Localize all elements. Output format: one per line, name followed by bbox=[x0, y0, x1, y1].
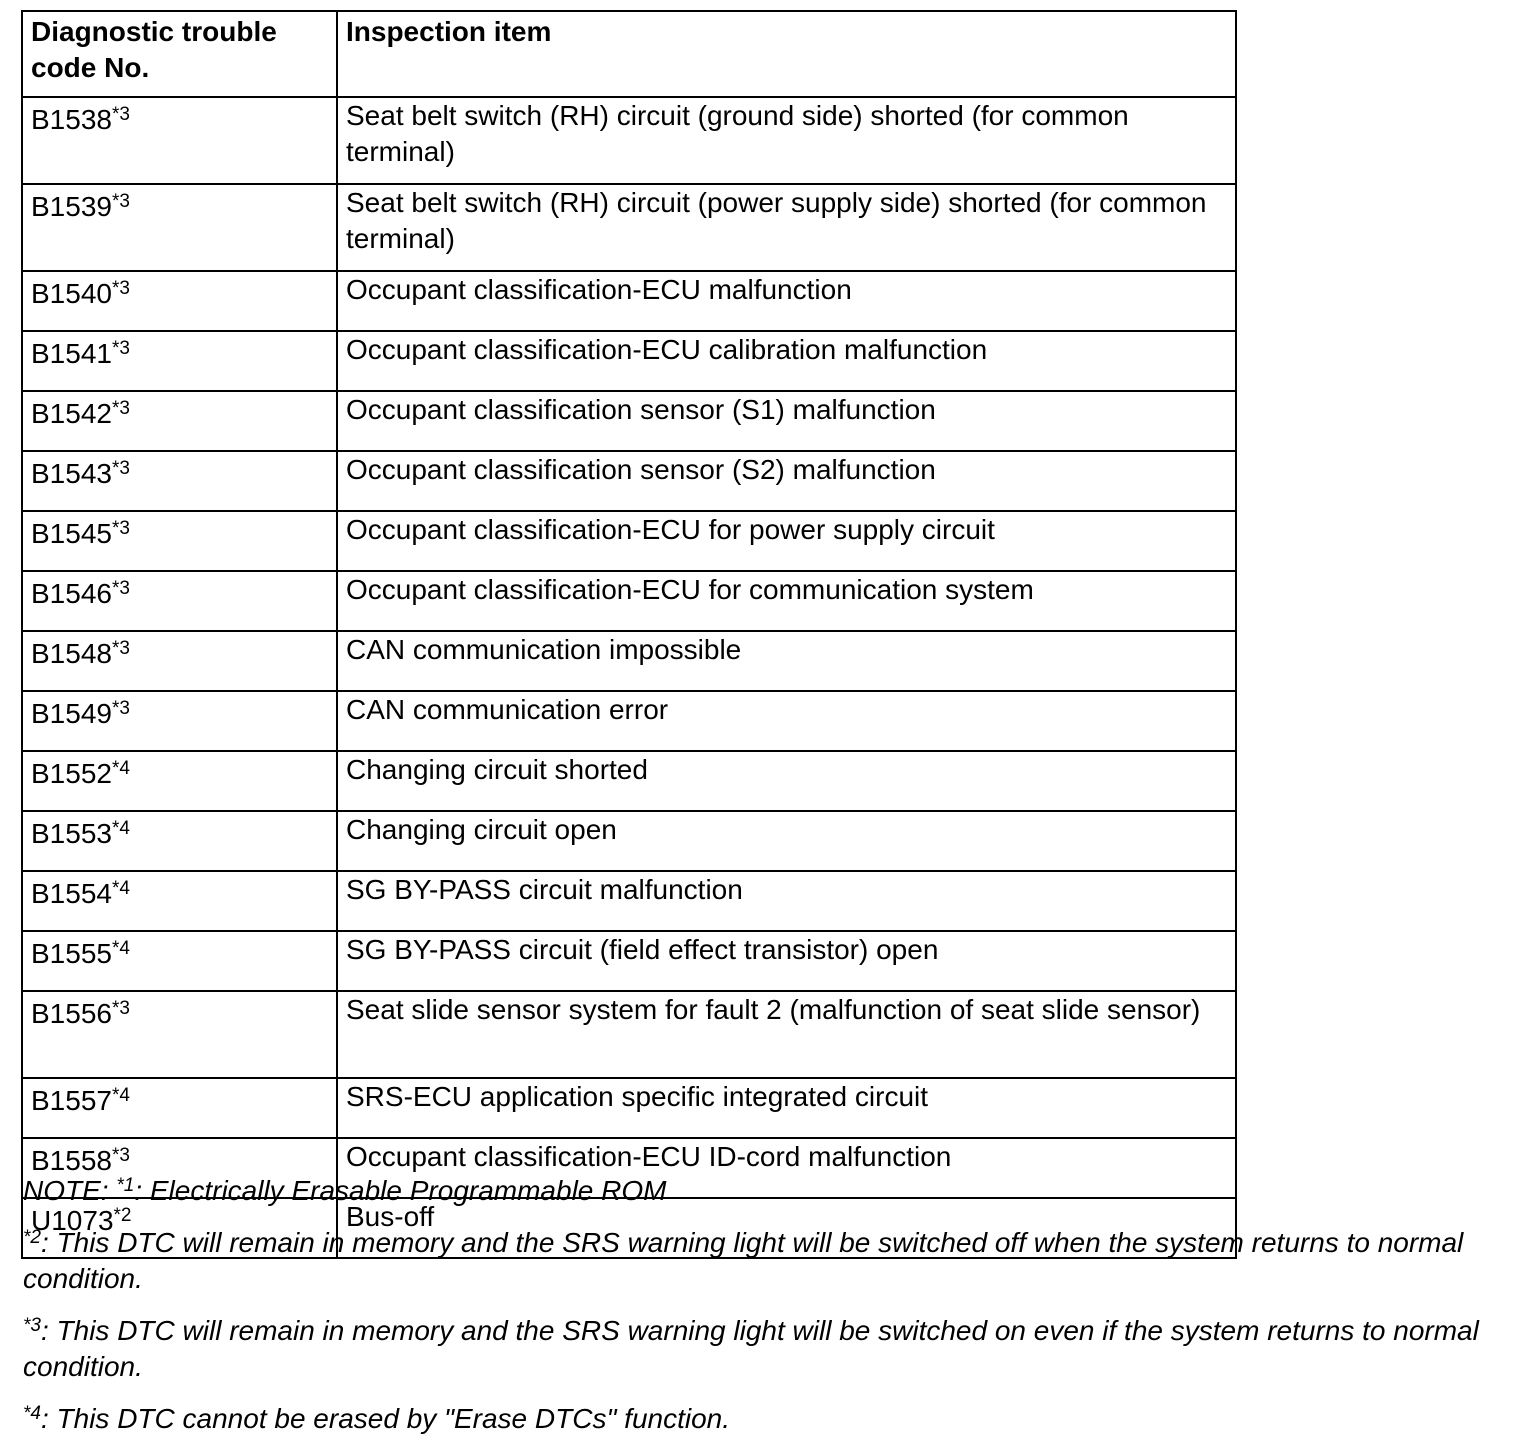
footnote-mark: *1 bbox=[116, 1175, 135, 1196]
code-cell bbox=[22, 1078, 337, 1138]
code-cell bbox=[22, 811, 337, 871]
footnote bbox=[23, 1313, 1503, 1385]
code-cell bbox=[22, 391, 337, 451]
footnote bbox=[23, 1225, 1503, 1297]
inspection-item: Occupant classification sensor (S1) malfunction bbox=[337, 391, 1236, 451]
footnote-mark: *3 bbox=[111, 1145, 130, 1166]
code-cell bbox=[22, 331, 337, 391]
footnote-mark: *3 bbox=[111, 458, 130, 479]
table-row bbox=[22, 391, 1236, 451]
dtc-code: U1073 bbox=[31, 1205, 114, 1236]
table-body bbox=[22, 97, 1236, 1258]
footnote-mark: *3 bbox=[111, 998, 130, 1019]
table-row bbox=[22, 1078, 1236, 1138]
inspection-item: SG BY-PASS circuit (field effect transistor) open bbox=[337, 931, 1236, 991]
inspection-item: Changing circuit open bbox=[337, 811, 1236, 871]
dtc-code: B1548 bbox=[31, 638, 112, 669]
dtc-code: B1552 bbox=[31, 758, 112, 789]
footnote-mark: *4 bbox=[111, 1085, 130, 1106]
dtc-code: B1553 bbox=[31, 818, 112, 849]
dtc-code: B1538 bbox=[31, 104, 112, 135]
footnote bbox=[23, 1401, 1503, 1437]
code-cell bbox=[22, 184, 337, 271]
footnote-mark: *4 bbox=[111, 758, 130, 779]
footnote-mark: *4 bbox=[111, 878, 130, 899]
dtc-code: B1540 bbox=[31, 278, 112, 309]
footnote-mark: *3 bbox=[111, 398, 130, 419]
table-row bbox=[22, 511, 1236, 571]
footnote-text: : Electrically Erasable Programmable ROM bbox=[134, 1175, 667, 1206]
inspection-item: Occupant classification-ECU malfunction bbox=[337, 271, 1236, 331]
inspection-item: Bus-off bbox=[337, 1198, 1236, 1258]
footnote-mark: *3 bbox=[111, 518, 130, 539]
code-cell bbox=[22, 691, 337, 751]
footnote-mark: *3 bbox=[111, 191, 130, 212]
dtc-table bbox=[21, 10, 1237, 1259]
dtc-code: B1543 bbox=[31, 458, 112, 489]
table-row bbox=[22, 931, 1236, 991]
footnote-mark: *3 bbox=[111, 698, 130, 719]
footnote-mark: *3 bbox=[111, 278, 130, 299]
dtc-code: B1558 bbox=[31, 1145, 112, 1176]
dtc-code: B1546 bbox=[31, 578, 112, 609]
footnote-mark: *2 bbox=[23, 1227, 41, 1248]
footnote-mark: *3 bbox=[23, 1315, 41, 1336]
code-cell bbox=[22, 871, 337, 931]
header-code: Diagnostic trouble code No. bbox=[22, 11, 337, 97]
footnote bbox=[23, 1173, 1503, 1209]
dtc-code: B1556 bbox=[31, 998, 112, 1029]
code-cell bbox=[22, 571, 337, 631]
code-cell bbox=[22, 751, 337, 811]
inspection-item: SRS-ECU application specific integrated circuit bbox=[337, 1078, 1236, 1138]
table-row bbox=[22, 991, 1236, 1078]
table-row bbox=[22, 751, 1236, 811]
dtc-code: B1545 bbox=[31, 518, 112, 549]
dtc-code: B1541 bbox=[31, 338, 112, 369]
table-row bbox=[22, 691, 1236, 751]
header-item: Inspection item bbox=[337, 11, 1236, 97]
dtc-code: B1539 bbox=[31, 191, 112, 222]
inspection-item: Occupant classification sensor (S2) malfunction bbox=[337, 451, 1236, 511]
code-cell bbox=[22, 631, 337, 691]
code-cell bbox=[22, 931, 337, 991]
footnote-text: : This DTC cannot be erased by "Erase DTCs" function. bbox=[40, 1403, 731, 1434]
table-row bbox=[22, 97, 1236, 184]
code-cell bbox=[22, 511, 337, 571]
footnote-mark: *3 bbox=[111, 338, 130, 359]
table-row bbox=[22, 871, 1236, 931]
code-cell bbox=[22, 451, 337, 511]
footnote-mark: *2 bbox=[113, 1205, 132, 1226]
footnote-mark: *3 bbox=[111, 578, 130, 599]
inspection-item: Occupant classification-ECU for communication system bbox=[337, 571, 1236, 631]
footnote-mark: *3 bbox=[111, 104, 130, 125]
footnote-mark: *3 bbox=[111, 638, 130, 659]
code-cell bbox=[22, 991, 337, 1078]
table-row bbox=[22, 811, 1236, 871]
table-row bbox=[22, 271, 1236, 331]
inspection-item: Changing circuit shorted bbox=[337, 751, 1236, 811]
note-prefix: NOTE: bbox=[23, 1175, 117, 1206]
table-header-row bbox=[22, 11, 1236, 97]
footnote-text: : This DTC will remain in memory and the SRS warning light will be switched off when the system returns to normal condition. bbox=[23, 1227, 1464, 1294]
dtc-code: B1554 bbox=[31, 878, 112, 909]
table-row bbox=[22, 631, 1236, 691]
footnote-mark: *4 bbox=[111, 818, 130, 839]
inspection-item: Seat belt switch (RH) circuit (power supply side) shorted (for common terminal) bbox=[337, 184, 1236, 271]
footnote-text: : This DTC will remain in memory and the SRS warning light will be switched on even if the system returns to normal condition. bbox=[23, 1315, 1479, 1382]
inspection-item: Occupant classification-ECU ID-cord malfunction bbox=[337, 1138, 1236, 1198]
inspection-item: CAN communication error bbox=[337, 691, 1236, 751]
inspection-item: Seat belt switch (RH) circuit (ground side) shorted (for common terminal) bbox=[337, 97, 1236, 184]
footnote-mark: *4 bbox=[23, 1403, 41, 1424]
code-cell bbox=[22, 271, 337, 331]
inspection-item: Seat slide sensor system for fault 2 (malfunction of seat slide sensor) bbox=[337, 991, 1236, 1078]
table-row bbox=[22, 331, 1236, 391]
table-row bbox=[22, 571, 1236, 631]
dtc-code: B1557 bbox=[31, 1085, 112, 1116]
dtc-code: B1542 bbox=[31, 398, 112, 429]
code-cell bbox=[22, 97, 337, 184]
inspection-item: Occupant classification-ECU for power supply circuit bbox=[337, 511, 1236, 571]
footnotes bbox=[23, 1173, 1503, 1453]
footnote-mark: *4 bbox=[111, 938, 130, 959]
table-row bbox=[22, 184, 1236, 271]
inspection-item: SG BY-PASS circuit malfunction bbox=[337, 871, 1236, 931]
inspection-item: CAN communication impossible bbox=[337, 631, 1236, 691]
table-row bbox=[22, 451, 1236, 511]
inspection-item: Occupant classification-ECU calibration malfunction bbox=[337, 331, 1236, 391]
dtc-code: B1549 bbox=[31, 698, 112, 729]
dtc-code: B1555 bbox=[31, 938, 112, 969]
